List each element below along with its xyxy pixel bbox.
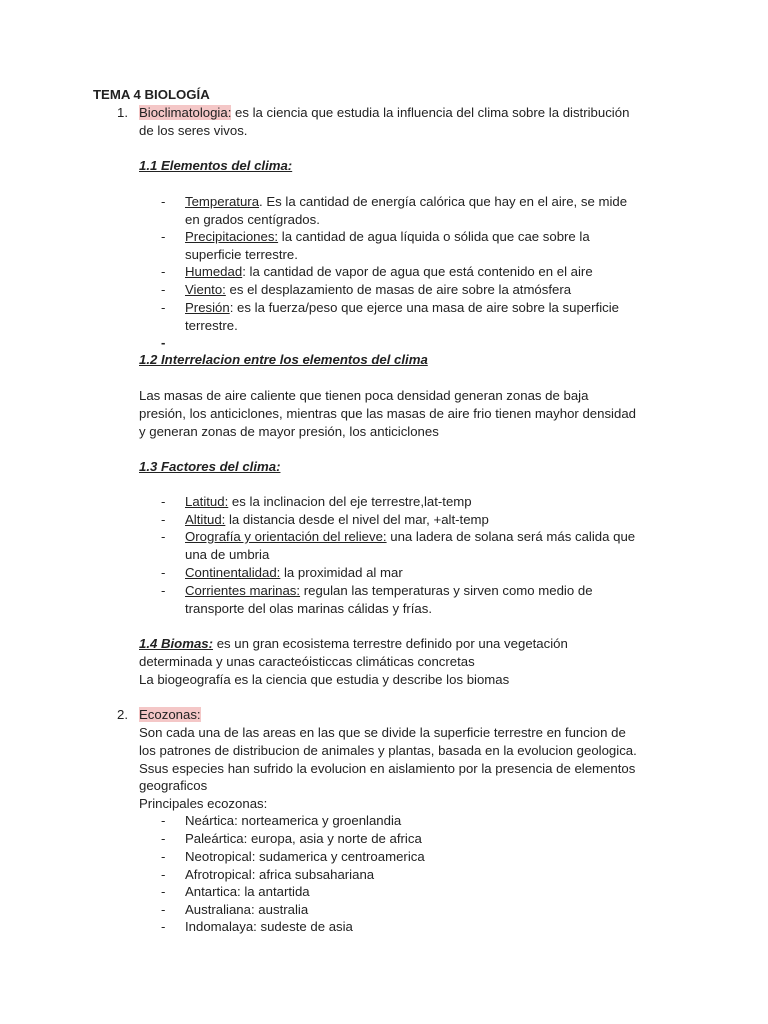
list-dash: - (161, 529, 166, 544)
item-text: la distancia desde el nivel del mar, +alt-temp (225, 512, 489, 527)
item-term: Latitud: (185, 494, 229, 509)
item-text: la proximidad al mar (280, 565, 403, 580)
list-item: Neártica: norteamerica y groenlandia (185, 813, 402, 828)
paragraph-line: los patrones de distribucion de animales y plantas, basada en la evolucion geologica. (139, 743, 637, 758)
heading-1-4: 1.4 Biomas: (139, 636, 214, 651)
item-text: regulan las temperaturas y sirven como medio de (300, 583, 593, 598)
list-dash: - (161, 867, 166, 882)
list-dash: - (161, 565, 166, 580)
item-term: Altitud: (185, 512, 226, 527)
page-title: TEMA 4 BIOLOGÍA (93, 87, 210, 102)
list-dash: - (161, 813, 166, 828)
paragraph-line: Principales ecozonas: (139, 796, 268, 811)
heading-1-2: 1.2 Interrelacion entre los elementos del clima (139, 352, 428, 367)
item-text: es la inclinacion del eje terrestre,lat-temp (228, 494, 472, 509)
biomas-definition: es un gran ecosistema terrestre definido por una vegetación (213, 636, 568, 651)
list-dash: - (161, 512, 166, 527)
heading-1-3: 1.3 Factores del clima: (139, 459, 281, 474)
paragraph-line: La biogeografía es la ciencia que estudia y describe los biomas (139, 672, 510, 687)
list-item (185, 299, 619, 317)
paragraph-line: y generan zonas de mayor presión, los anticiclones (139, 424, 439, 439)
item-text-cont: una de umbria (185, 547, 270, 562)
item-text-cont: superficie terrestre. (185, 247, 298, 262)
list-item (185, 263, 593, 281)
list-item (185, 564, 403, 582)
list-item: Indomalaya: sudeste de asia (185, 919, 353, 934)
item-term: Presión (185, 300, 230, 315)
list-item (185, 281, 571, 299)
heading-1-1: 1.1 Elementos del clima: (139, 158, 293, 173)
list-item (185, 493, 472, 511)
list-item: Neotropical: sudamerica y centroamerica (185, 849, 425, 864)
item-text: es el desplazamiento de masas de aire sobre la atmósfera (225, 282, 572, 297)
item-term: Viento: (185, 282, 226, 297)
list-item (185, 511, 489, 529)
list-item (185, 193, 627, 211)
list-item (185, 228, 590, 246)
list-dash: - (161, 494, 166, 509)
list-dash: - (161, 884, 166, 899)
item-term: Humedad (185, 264, 243, 279)
biomas-line (139, 635, 568, 653)
item-term: Corrientes marinas: (185, 583, 301, 598)
section-2-line (139, 706, 201, 724)
item-term: Precipitaciones: (185, 229, 279, 244)
paragraph-line: determinada y unas caracteóisticcas climáticas concretas (139, 654, 475, 669)
list-item: Afrotropical: africa subsahariana (185, 867, 375, 882)
paragraph-line: presión, los anticiclones, mientras que las masas de aire frio tienen mayhor densidad (139, 406, 636, 421)
section-1-definition-cont: de los seres vivos. (139, 123, 248, 138)
item-text: una ladera de solana será más calida que (386, 529, 636, 544)
paragraph-line: Ssus especies han sufrido la evolucion en aislamiento por la presencia de elementos (139, 761, 636, 776)
item-text: : es la fuerza/peso que ejerce una masa de aire sobre la superficie (229, 300, 619, 315)
section-2-number: 2. (117, 707, 128, 722)
paragraph-line: Las masas de aire caliente que tienen poca densidad generan zonas de baja (139, 388, 589, 403)
list-dash: - (161, 849, 166, 864)
item-term: Continentalidad: (185, 565, 281, 580)
list-item (185, 582, 593, 600)
list-dash: - (161, 194, 166, 209)
section-1-term: Bioclimatologia: (139, 105, 232, 120)
list-dash: - (161, 264, 166, 279)
list-dash: - (161, 229, 166, 244)
item-text: la cantidad de agua líquida o sólida que cae sobre la (278, 229, 590, 244)
list-item: Australiana: australia (185, 902, 309, 917)
item-term: Orografía y orientación del relieve: (185, 529, 387, 544)
item-text-cont: terrestre. (185, 318, 238, 333)
section-1-definition: es la ciencia que estudia la influencia del clima sobre la distribución (231, 105, 630, 120)
list-dash: - (161, 300, 166, 315)
item-text: . Es la cantidad de energía calórica que hay en el aire, se mide (259, 194, 628, 209)
list-dash: - (161, 583, 166, 598)
list-dash-empty: - (161, 335, 166, 350)
paragraph-line: Son cada una de las areas en las que se divide la superficie terrestre en funcion de (139, 725, 626, 740)
section-1-line (139, 104, 629, 122)
item-text-cont: transporte del olas marinas cálidas y frías. (185, 601, 433, 616)
item-text: : la cantidad de vapor de agua que está contenido en el aire (242, 264, 593, 279)
list-dash: - (161, 282, 166, 297)
list-item: Paleártica: europa, asia y norte de africa (185, 831, 422, 846)
list-dash: - (161, 831, 166, 846)
list-item: Antartica: la antartida (185, 884, 310, 899)
paragraph-line: geograficos (139, 778, 208, 793)
list-dash: - (161, 902, 166, 917)
list-item (185, 528, 635, 546)
section-2-term: Ecozonas: (139, 707, 201, 722)
section-1-number: 1. (117, 105, 128, 120)
item-text-cont: en grados centígrados. (185, 212, 320, 227)
item-term: Temperatura (185, 194, 260, 209)
list-dash: - (161, 919, 166, 934)
